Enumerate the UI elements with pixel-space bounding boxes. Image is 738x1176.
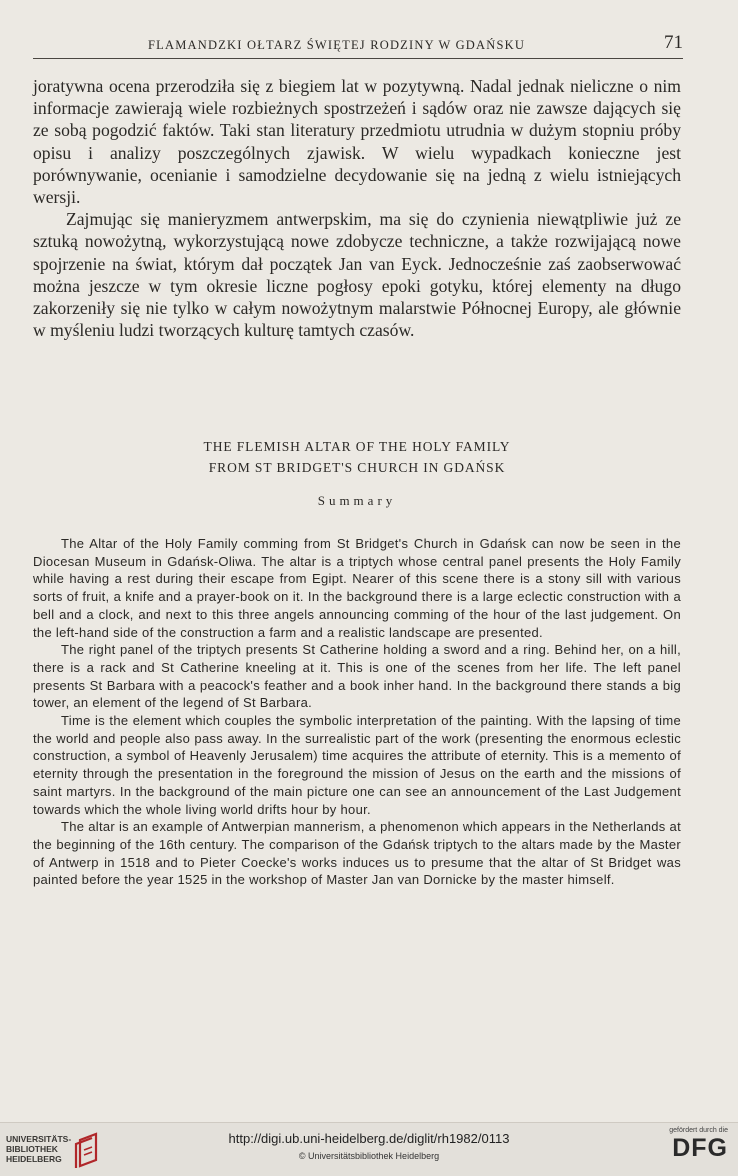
digitization-footer [0, 1122, 738, 1176]
university-library-name: UNIVERSITÄTS- BIBLIOTHEK HEIDELBERG [6, 1134, 72, 1164]
polish-paragraph: Zajmując się manieryzmem antwerpskim, ma się do czynienia niewątpliwie już ze sztuką nowożytną, wykorzystującą nowe zdobycze techniczne, a także rozwijającą nowe spojrzenie na świat, którym dał początek Jan van Eyck. Jednocześnie zaś zaobserwować można jeszcze w tym okresie liczne pogłosy epoki gotyku, której elementy na długo zakorzeniły się nie tylko w całym nowożytnym malarstwie Północnej Europy, ale głównie w myśleniu ludzi tworzących kulturę tamtych czasów. [33, 209, 681, 341]
summary-heading-line: FROM ST BRIDGET'S CHURCH IN GDAŃSK [208, 460, 506, 475]
summary-text [33, 535, 681, 889]
summary-heading [33, 436, 681, 478]
summary-heading-line: THE FLEMISH ALTAR OF THE HOLY FAMILY [203, 439, 511, 454]
dfg-wordmark: DFG [672, 1134, 728, 1162]
dfg-caption: gefördert durch die [669, 1127, 728, 1134]
summary-label: Summary [317, 493, 397, 508]
dfg-logo[interactable] [638, 1127, 728, 1171]
summary-paragraph: The altar is an example of Antwerpian mannerism, a phenomenon which appears in the Netherlands at the beginning of the 16th century. The comparison of the Gdańsk triptych to the altars made by the Master of Antwerp in 1518 and to Pieter Coecke's works induces us to presume that the altar of St Bridget was painted before the year 1525 in the workshop of Master Jan van Dornicke by the master himself. [33, 819, 681, 888]
copyright-notice: © Universitätsbibliothek Heidelberg [298, 1151, 440, 1161]
permalink-url[interactable]: http://digi.ub.uni-heidelberg.de/diglit/rh1982/0113 [228, 1131, 510, 1146]
summary-paragraph: The Altar of the Holy Family comming from St Bridget's Church in Gdańsk can now be seen in the Diocesan Museum in Gdańsk-Oliwa. The altar is a triptych whose central panel presents the Holy Family while having a rest during their escape from Egipt. Nearer of this scene there is a stony sill with various sorts of fruit, a knife and a prayer-book on it. In the background there is a large eclectic construction with a bell and a clock, and next to this three angels announcing comming of the hour of the last judgement. On the left-hand side of the construction a farm and a realistic landscape are presented. [33, 536, 681, 640]
running-title: FLAMANDZKI OŁTARZ ŚWIĘTEJ RODZINY W GDAŃSKU [148, 38, 526, 52]
summary-paragraph: The right panel of the triptych presents St Catherine holding a sword and a ring. Behind her, on a hill, there is a rack and St Catherine kneeling at it. This is one of the scenes from her life. The left panel presents St Barbara with a peacock's feather and a book inher hand. In the background there stands a big tower, an element of the legend of St Barbara. [33, 642, 681, 711]
page-number: 71 [664, 32, 683, 53]
running-head [33, 32, 683, 59]
polish-paragraph: joratywna ocena przerodziła się z biegiem lat w pozytywną. Nadal jednak nieliczne o nim informacje zawierają wiele rozbieżnych spostrzeżeń i sądów oraz nie zawsze dających się ze sobą pogodzić faktów. Taki stan literatury przedmiotu utrudnia w dużym stopniu próby opisu i analizy poszczególnych zjawisk. W wielu wypadkach konieczne jest porównywanie, ocenianie i samodzielne decydowanie się na jedną z wielu istniejących wersji. [33, 76, 681, 208]
summary-paragraph: Time is the element which couples the symbolic interpretation of the painting. With the lapsing of time the world and people also pass away. In the surrealistic part of the work (presenting the enormous eclestic construction, a symbol of Heavenly Jerusalem) time acquires the attribute of eternity. This is a memento of eternity through the presentation in the foreground the mission of Jesus on the earth and the missions of saint martyrs. In the background of the main picture one can see an announcement of the Last Judgement towards which the whole living world drifts hour by hour. [33, 713, 681, 817]
polish-body-text [33, 75, 681, 341]
